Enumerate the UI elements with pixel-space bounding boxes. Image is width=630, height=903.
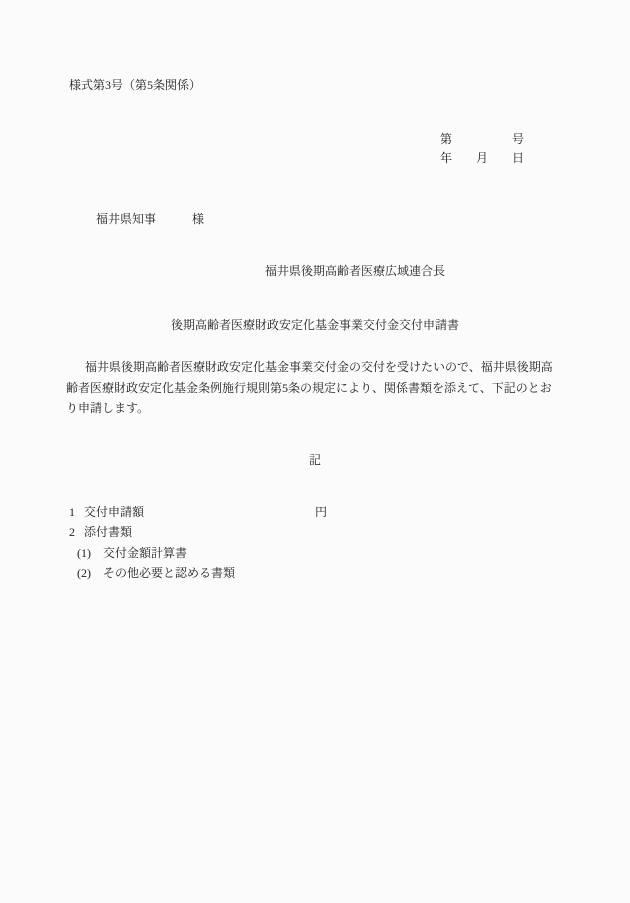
sub-item-other-documents [66,567,580,583]
doc-number-prefix: 第 [440,132,453,146]
document-title: 後期高齢者医療財政安定化基金事業交付金交付申請書 [170,318,459,332]
list-item-label: 交付申請額 [84,505,145,519]
sub-item-label: 交付金額計算書 [103,546,188,560]
sub-item-number: (1) [77,546,91,560]
sub-item-label: その他必要と認める書類 [103,566,236,580]
document-number-row [440,133,524,152]
sub-item-calculation-sheet [66,547,580,563]
document-number-block [440,133,524,171]
list-item-label: 添付書類 [84,525,133,539]
list-item-number: 2 [69,525,75,539]
attachment-list [66,506,580,596]
body-line: 福井県後期高齢者医療財政安定化基金事業交付金の交付を受けたいので、福井県後期高 [85,360,553,374]
record-marker: 記 [308,453,321,467]
date-row [440,152,524,171]
list-item-number: 1 [69,505,75,519]
body-paragraph [66,357,580,419]
sender-title: 福井県後期高齢者医療広域連合長 [265,264,446,278]
addressee-honorific: 様 [192,212,205,226]
form-number: 様式第3号（第5条関係） [69,78,202,92]
currency-unit-label: 円 [315,505,328,519]
date-day-label: 日 [511,151,524,165]
body-line: 齢者医療財政安定化基金条例施行規則第5条の規定により、関係書類を添えて、下記のとお [66,380,552,395]
doc-number-suffix: 号 [511,132,524,146]
list-item-application-amount [66,506,580,522]
sub-item-number: (2) [77,566,91,580]
date-year-label: 年 [440,151,453,165]
addressee-name: 福井県知事 [96,212,157,226]
addressee-line [96,213,204,225]
date-month-label: 月 [475,151,488,165]
list-item-attached-documents [66,526,580,542]
body-line: り申請します。 [66,401,150,415]
